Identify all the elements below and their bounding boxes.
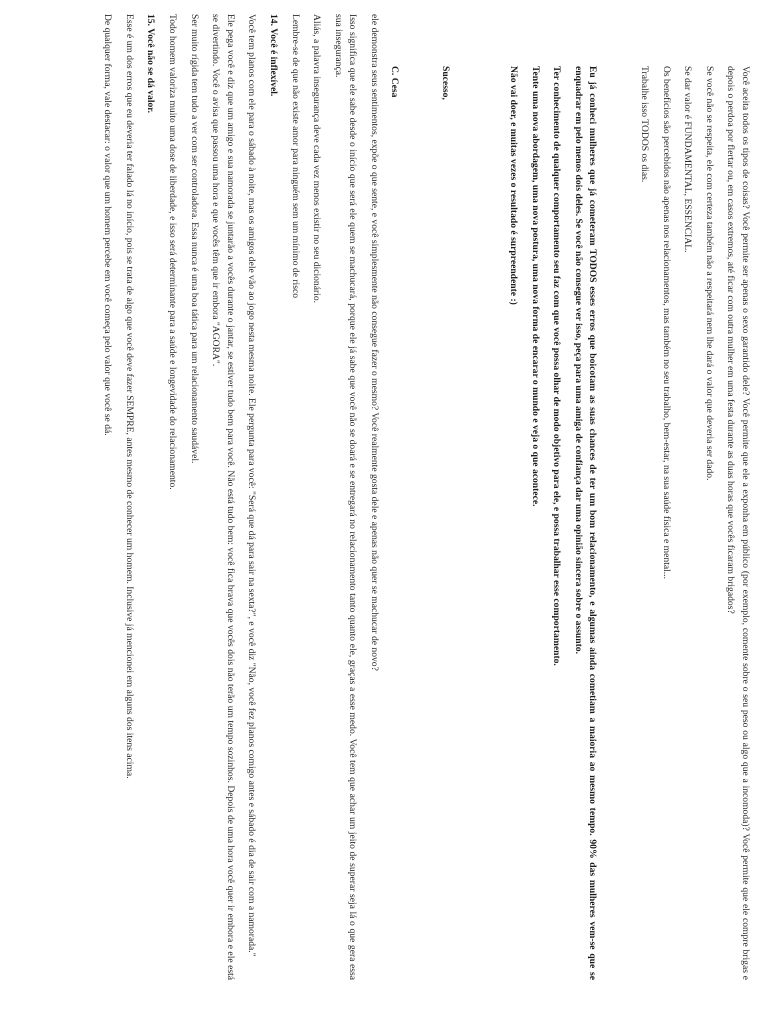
paragraph: Ser muito rígida tem tudo a ver com ser controladora. Essa nunca é uma boa tática para um relacionamento saudável. [188, 14, 200, 464]
spacer [468, 66, 498, 980]
closing-line: Sucesso, [440, 66, 452, 100]
paragraph: Os benefícios são percebidos não apenas nos relacionamentos, mas também no seu trabalho, bem-estar, na sua saúde física e mental... [660, 66, 672, 579]
bold-paragraph: Tente uma nova abordagem, uma nova postura, uma nova forma de encarar o mundo e veja o que acontece. [529, 66, 541, 507]
paragraph: Ele pega você e diz que um amigo e sua namorada se juntarão a vocês durante o jantar, se estiver tudo bem para você. Não está tudo bem: você fica brava que vocês dois não terão um tempo sozinhos. Depois de uma hora você quer ir embora e ele está se divertindo. Você o avisa que passou uma hora e que vocês têm que ir embora "AGORA". [210, 14, 236, 980]
signature: C. Cesa [388, 66, 400, 98]
spacer [452, 66, 468, 980]
section-heading-15: 15. Você não se dá valor. [145, 14, 157, 114]
paragraph: Você aceita todos os tipos de coisas? Você permite ser apenas o sexo garantido dele? Você permite que ele a exponha em público (por exemplo, comente sobre o seu peso ou algo que a incomoda)? Você permite que ele compre brigas e depois o perdoa por flertar ou, em casos extremos, até ficar com outra mulher em uma festa durante as duas horas que vocês ficaram brigados? [725, 66, 751, 980]
paragraph: Se você não se respeita, ele com certeza também não a respeitará nem lhe dará o valor que deveria ser dado. [703, 66, 715, 481]
bold-paragraph: Ter conhecimento de qualquer comportamento seu faz com que você possa olhar de modo objetivo para ele, e possa trabalhar esse comportamento. [551, 66, 563, 666]
paragraph: Todo homem valoriza muito uma dose de liberdade, e isso será determinante para a saúde e longevidade do relacionamento. [167, 14, 179, 490]
bold-paragraph: Não vai doer, e muitas vezes o resultado é surpreendente :) [508, 66, 520, 305]
paragraph: Se dar valor é FUNDAMENTAL, ESSENCIAL. [682, 66, 694, 253]
left-text-column [71, 0, 381, 990]
bold-paragraph: Eu já conheci mulheres que já cometeram TODOS esses erros que boicotam as suas chances de ter um bom relacionamento, e algumas ainda cometiam a maioria ao mesmo tempo. 90% das mulheres vem-se que se enquadrar em pelo menos dois deles. Se você não consegue ver isso, peça para uma amiga de confiança dar uma opinião sincera sobre o assunto. [572, 66, 599, 980]
paragraph: Aliás, a palavra insegurança deve cada vez menos existir no seu dicionário. [311, 14, 323, 304]
paragraph: Isso significa que ele sabe desde o início que será ele quem se machucará, porque ele já sabe que você não se doará e se entregará no relacionamento tanto quanto ele, graças a esse medo. Você tem que achar um jeito de superar seja lá o que gera essa sua insegurança. [332, 14, 359, 980]
section-heading-14: 14. Você é inflexível. [268, 14, 280, 97]
paragraph: Você tem planos com ele para o sábado à noite, mas os amigos dele vão ao jogo nesta mesma noite. Ele pergunta para você: "Será que dá para sair na sexta?", e você diz "Não, você fez planos comigo antes e sábado é dia de sair com a namorada." [246, 14, 258, 957]
paragraph: Esse é um dos erros que eu deveria ter falado lá no início, pois se trata de algo que você deve fazer SEMPRE, antes mesmo de conhecer um homem. Inclusive já mencionei em alguns dos itens acima. [123, 14, 135, 779]
paragraph: ele demonstra seus sentimentos, expõe o que sente, e você simplesmente não consegue fazer o mesmo? Você realmente gosta dele e apenas não quer se machucar de novo? [369, 14, 380, 671]
paragraph: Trabalhe isso TODOS os dias. [639, 66, 651, 183]
spacer [599, 66, 629, 980]
paragraph: Lembre-se de que não existe amor para ninguém sem um mínimo de risco [289, 14, 301, 298]
paragraph: De qualquer forma, vale destacar: o valor que um homem percebe em você começa pelo valor que você se dá. [102, 14, 114, 436]
spacer [401, 66, 431, 980]
right-text-column [388, 0, 752, 990]
